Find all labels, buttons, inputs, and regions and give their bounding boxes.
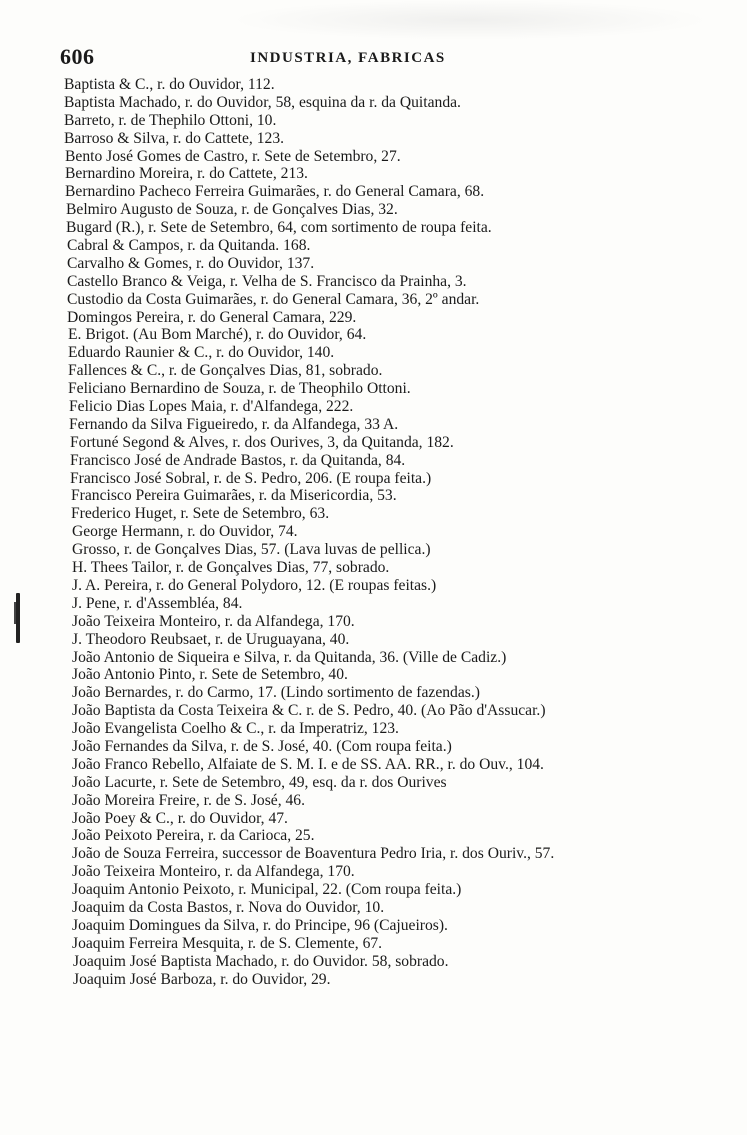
directory-entry: J. Pene, r. d'Assembléa, 84. (72, 594, 243, 612)
directory-entry: Francisco José Sobral, r. de S. Pedro, 206. (E roupa feita.) (70, 469, 432, 487)
directory-entry: Bugard (R.), r. Sete de Setembro, 64, com sortimento de roupa feita. (66, 219, 492, 237)
directory-entry: Francisco José de Andrade Bastos, r. da Quitanda, 84. (70, 451, 406, 469)
directory-entry: João Poey & C., r. do Ouvidor, 47. (72, 809, 288, 827)
directory-entry: Joaquim José Barboza, r. do Ouvidor, 29. (73, 970, 331, 988)
directory-entry: João Evangelista Coelho & C., r. da Imperatriz, 123. (72, 720, 399, 738)
directory-entry: João Peixoto Pereira, r. da Carioca, 25. (72, 827, 315, 845)
directory-entry: Joaquim Ferreira Mesquita, r. de S. Clemente, 67. (72, 934, 383, 952)
directory-entry: Belmiro Augusto de Souza, r. de Gonçalves Dias, 32. (66, 201, 398, 219)
directory-entry: João Moreira Freire, r. de S. José, 46. (72, 791, 305, 809)
directory-entry: Fortuné Segond & Alves, r. dos Ourives, 3, da Quitanda, 182. (70, 433, 454, 451)
directory-entry: Joaquim Domingues da Silva, r. do Principe, 96 (Cajueiros). (72, 916, 448, 934)
directory-entry: Eduardo Raunier & C., r. do Ouvidor, 140. (68, 344, 335, 362)
directory-entry: Feliciano Bernardino de Souza, r. de Theophilo Ottoni. (68, 380, 411, 398)
directory-entry: João Antonio de Siqueira e Silva, r. da Quitanda, 36. (Ville de Cadiz.) (72, 648, 507, 666)
directory-entry: João de Souza Ferreira, successor de Boaventura Pedro Iria, r. dos Ouriv., 57. (72, 845, 555, 863)
paper-stain (230, 0, 710, 40)
directory-entry: Joaquim José Baptista Machado, r. do Ouvidor. 58, sobrado. (73, 952, 449, 970)
directory-entry: J. A. Pereira, r. do General Polydoro, 12. (E roupas feitas.) (72, 576, 437, 594)
directory-entry: Grosso, r. de Gonçalves Dias, 57. (Lava luvas de pellica.) (72, 541, 431, 559)
directory-entries (64, 76, 734, 988)
directory-entry: Baptista & C., r. do Ouvidor, 112. (64, 76, 275, 93)
directory-entry: E. Brigot. (Au Bom Marché), r. do Ouvidor, 64. (68, 326, 367, 344)
directory-entry: Bernardino Moreira, r. do Cattete, 213. (65, 165, 308, 183)
directory-entry: João Baptista da Costa Teixeira & C. r. de S. Pedro, 40. (Ao Pão d'Assucar.) (72, 702, 546, 720)
directory-entry: Frederico Huget, r. Sete de Setembro, 63. (71, 505, 330, 523)
page-header (60, 44, 700, 74)
directory-entry: J. Theodoro Reubsaet, r. de Uruguayana, 40. (72, 630, 350, 648)
running-title: INDUSTRIA, FABRICAS (250, 50, 446, 66)
directory-entry: Fernando da Silva Figueiredo, r. da Alfandega, 33 A. (69, 415, 399, 433)
directory-entry: João Lacurte, r. Sete de Setembro, 49, esq. da r. dos Ourives (72, 773, 447, 791)
margin-ink-mark-secondary (14, 602, 16, 624)
directory-entry: Bernardino Pacheco Ferreira Guimarães, r. do General Camara, 68. (65, 183, 485, 201)
directory-entry: Felicio Dias Lopes Maia, r. d'Alfandega, 222. (69, 398, 354, 416)
margin-ink-mark (16, 593, 20, 643)
directory-entry: João Antonio Pinto, r. Sete de Setembro, 40. (72, 666, 348, 684)
directory-entry: Barreto, r. de Thephilo Ottoni, 10. (64, 111, 277, 129)
directory-entry: João Fernandes da Silva, r. de S. José, 40. (Com roupa feita.) (72, 737, 452, 755)
directory-entry: João Teixeira Monteiro, r. da Alfandega, 170. (72, 612, 355, 630)
directory-entry: Domingos Pereira, r. do General Camara, 229. (67, 308, 357, 326)
directory-entry: Custodio da Costa Guimarães, r. do General Camara, 36, 2º andar. (67, 290, 480, 308)
directory-entry: Baptista Machado, r. do Ouvidor, 58, esquina da r. da Quitanda. (64, 93, 461, 111)
directory-entry: Carvalho & Gomes, r. do Ouvidor, 137. (67, 254, 315, 272)
directory-entry: João Teixeira Monteiro, r. da Alfandega, 170. (72, 863, 355, 881)
directory-entry: Castello Branco & Veiga, r. Velha de S. Francisco da Prainha, 3. (67, 272, 467, 290)
directory-entry: Joaquim da Costa Bastos, r. Nova do Ouvidor, 10. (72, 898, 385, 916)
directory-entry: João Franco Rebello, Alfaiate de S. M. I. e de SS. AA. RR., r. do Ouv., 104. (72, 755, 544, 773)
directory-entry: Bento José Gomes de Castro, r. Sete de Setembro, 27. (65, 147, 401, 165)
directory-entry: Joaquim Antonio Peixoto, r. Municipal, 22. (Com roupa feita.) (72, 881, 462, 899)
page-number: 606 (60, 44, 95, 69)
directory-entry: Francisco Pereira Guimarães, r. da Misericordia, 53. (71, 487, 397, 505)
directory-entry: George Hermann, r. do Ouvidor, 74. (72, 523, 298, 541)
directory-entry: João Bernardes, r. do Carmo, 17. (Lindo sortimento de fazendas.) (72, 684, 480, 702)
directory-entry: H. Thees Tailor, r. de Gonçalves Dias, 77, sobrado. (72, 559, 390, 577)
directory-entry: Fallences & C., r. de Gonçalves Dias, 81, sobrado. (68, 362, 383, 380)
directory-entry: Cabral & Campos, r. da Quitanda. 168. (67, 237, 311, 255)
directory-entry: Barroso & Silva, r. do Cattete, 123. (64, 129, 285, 147)
